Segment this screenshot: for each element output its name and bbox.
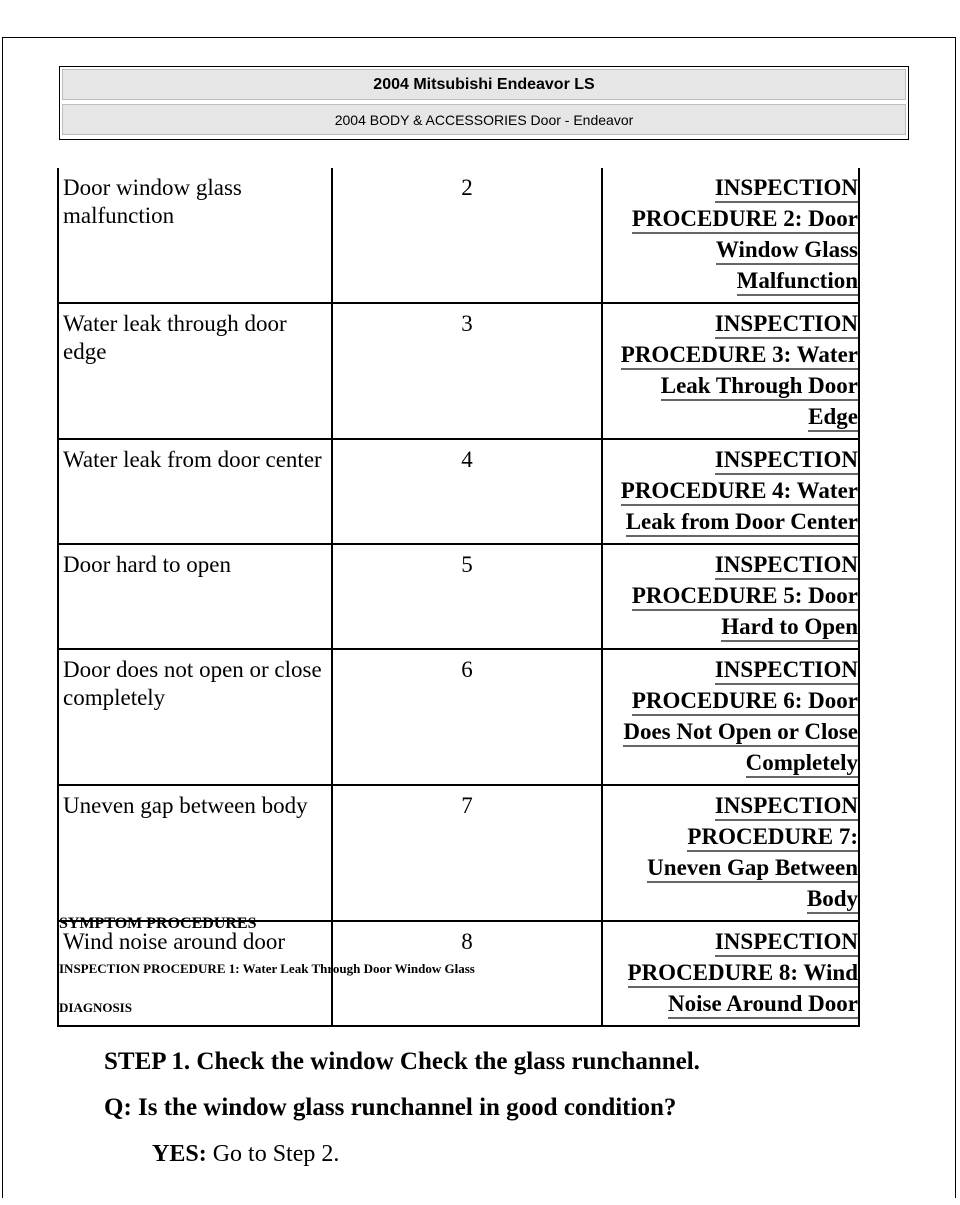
vehicle-title: 2004 Mitsubishi Endeavor LS	[62, 69, 906, 100]
procedure-link-line: INSPECTION	[715, 552, 858, 580]
symptom-cell: Wind noise around door	[58, 921, 332, 1026]
procedure-link-line: PROCEDURE 8: Wind	[628, 960, 858, 988]
yes-answer	[152, 1141, 339, 1168]
procedure-link-line: PROCEDURE 5: Door	[632, 583, 858, 611]
symptom-cell: Water leak through door edge	[58, 303, 332, 439]
table-row	[58, 439, 859, 544]
inspection-procedure-heading: INSPECTION PROCEDURE 1: Water Leak Through Door Window Glass	[59, 961, 475, 976]
inspection-procedure-link[interactable]	[603, 551, 858, 644]
procedure-link-line: INSPECTION	[715, 447, 858, 475]
procedure-number-cell: 7	[332, 785, 602, 921]
procedure-number-cell: 4	[332, 439, 602, 544]
section-title: 2004 BODY & ACCESSORIES Door - Endeavor	[62, 104, 906, 135]
symptom-cell: Door does not open or close completely	[58, 649, 332, 785]
procedure-link-line: Malfunction	[737, 268, 858, 296]
question-text: Q: Is the window glass runchannel in good condition?	[104, 1094, 677, 1121]
procedure-link-cell	[602, 439, 859, 544]
yes-label: YES:	[152, 1141, 207, 1167]
procedure-link-line: Leak Through Door	[661, 373, 858, 401]
procedure-link-cell	[602, 785, 859, 921]
procedure-link-line: PROCEDURE 6: Door	[632, 688, 858, 716]
inspection-procedure-link[interactable]	[603, 792, 858, 916]
procedure-link-line: Noise Around Door	[668, 991, 858, 1019]
procedure-link-line: INSPECTION	[715, 657, 858, 685]
procedure-link-line: Window Glass	[716, 237, 858, 265]
table-row	[58, 168, 859, 303]
inspection-procedure-link[interactable]	[603, 656, 858, 780]
procedure-link-line: INSPECTION	[715, 929, 858, 957]
procedure-number-cell: 3	[332, 303, 602, 439]
procedure-link-line: INSPECTION	[715, 793, 858, 821]
procedure-link-line: PROCEDURE 2: Door	[632, 206, 858, 234]
procedure-link-line: Uneven Gap Between	[647, 855, 858, 883]
procedure-link-cell	[602, 303, 859, 439]
document-header	[59, 66, 909, 140]
procedure-number-cell: 8	[332, 921, 602, 1026]
inspection-procedure-link[interactable]	[603, 928, 858, 1021]
procedure-link-line: PROCEDURE 7:	[687, 824, 858, 852]
table-row	[58, 303, 859, 439]
table-row	[58, 544, 859, 649]
yes-text: Go to Step 2.	[206, 1141, 340, 1167]
symptom-procedures-heading: SYMPTOM PROCEDURES	[59, 915, 257, 932]
procedure-link-cell	[602, 168, 859, 303]
procedure-link-line: Hard to Open	[721, 614, 858, 642]
procedure-link-line: PROCEDURE 4: Water	[621, 478, 858, 506]
symptom-table	[57, 168, 860, 1027]
procedure-link-line: Edge	[808, 404, 858, 432]
procedure-link-line: PROCEDURE 3: Water	[621, 342, 858, 370]
symptom-cell: Uneven gap between body	[58, 785, 332, 921]
procedure-number-cell: 5	[332, 544, 602, 649]
procedure-link-line: Does Not Open or Close	[623, 719, 858, 747]
procedure-link-cell	[602, 921, 859, 1026]
procedure-number-cell: 6	[332, 649, 602, 785]
symptom-cell: Door hard to open	[58, 544, 332, 649]
symptom-cell: Water leak from door center	[58, 439, 332, 544]
procedure-link-line: Leak from Door Center	[626, 509, 858, 537]
procedure-link-line: Completely	[746, 750, 858, 778]
table-row	[58, 649, 859, 785]
inspection-procedure-link[interactable]	[603, 310, 858, 434]
procedure-link-cell	[602, 544, 859, 649]
procedure-link-line: Body	[807, 886, 858, 914]
procedure-link-line: INSPECTION	[715, 311, 858, 339]
inspection-procedure-link[interactable]	[603, 174, 858, 298]
table-row	[58, 785, 859, 921]
step-1-text: STEP 1. Check the window Check the glass runchannel.	[104, 1048, 700, 1075]
procedure-link-line: INSPECTION	[715, 175, 858, 203]
inspection-procedure-link[interactable]	[603, 446, 858, 539]
procedure-link-cell	[602, 649, 859, 785]
procedure-number-cell: 2	[332, 168, 602, 303]
diagnosis-heading: DIAGNOSIS	[59, 1000, 132, 1015]
symptom-cell: Door window glass malfunction	[58, 168, 332, 303]
